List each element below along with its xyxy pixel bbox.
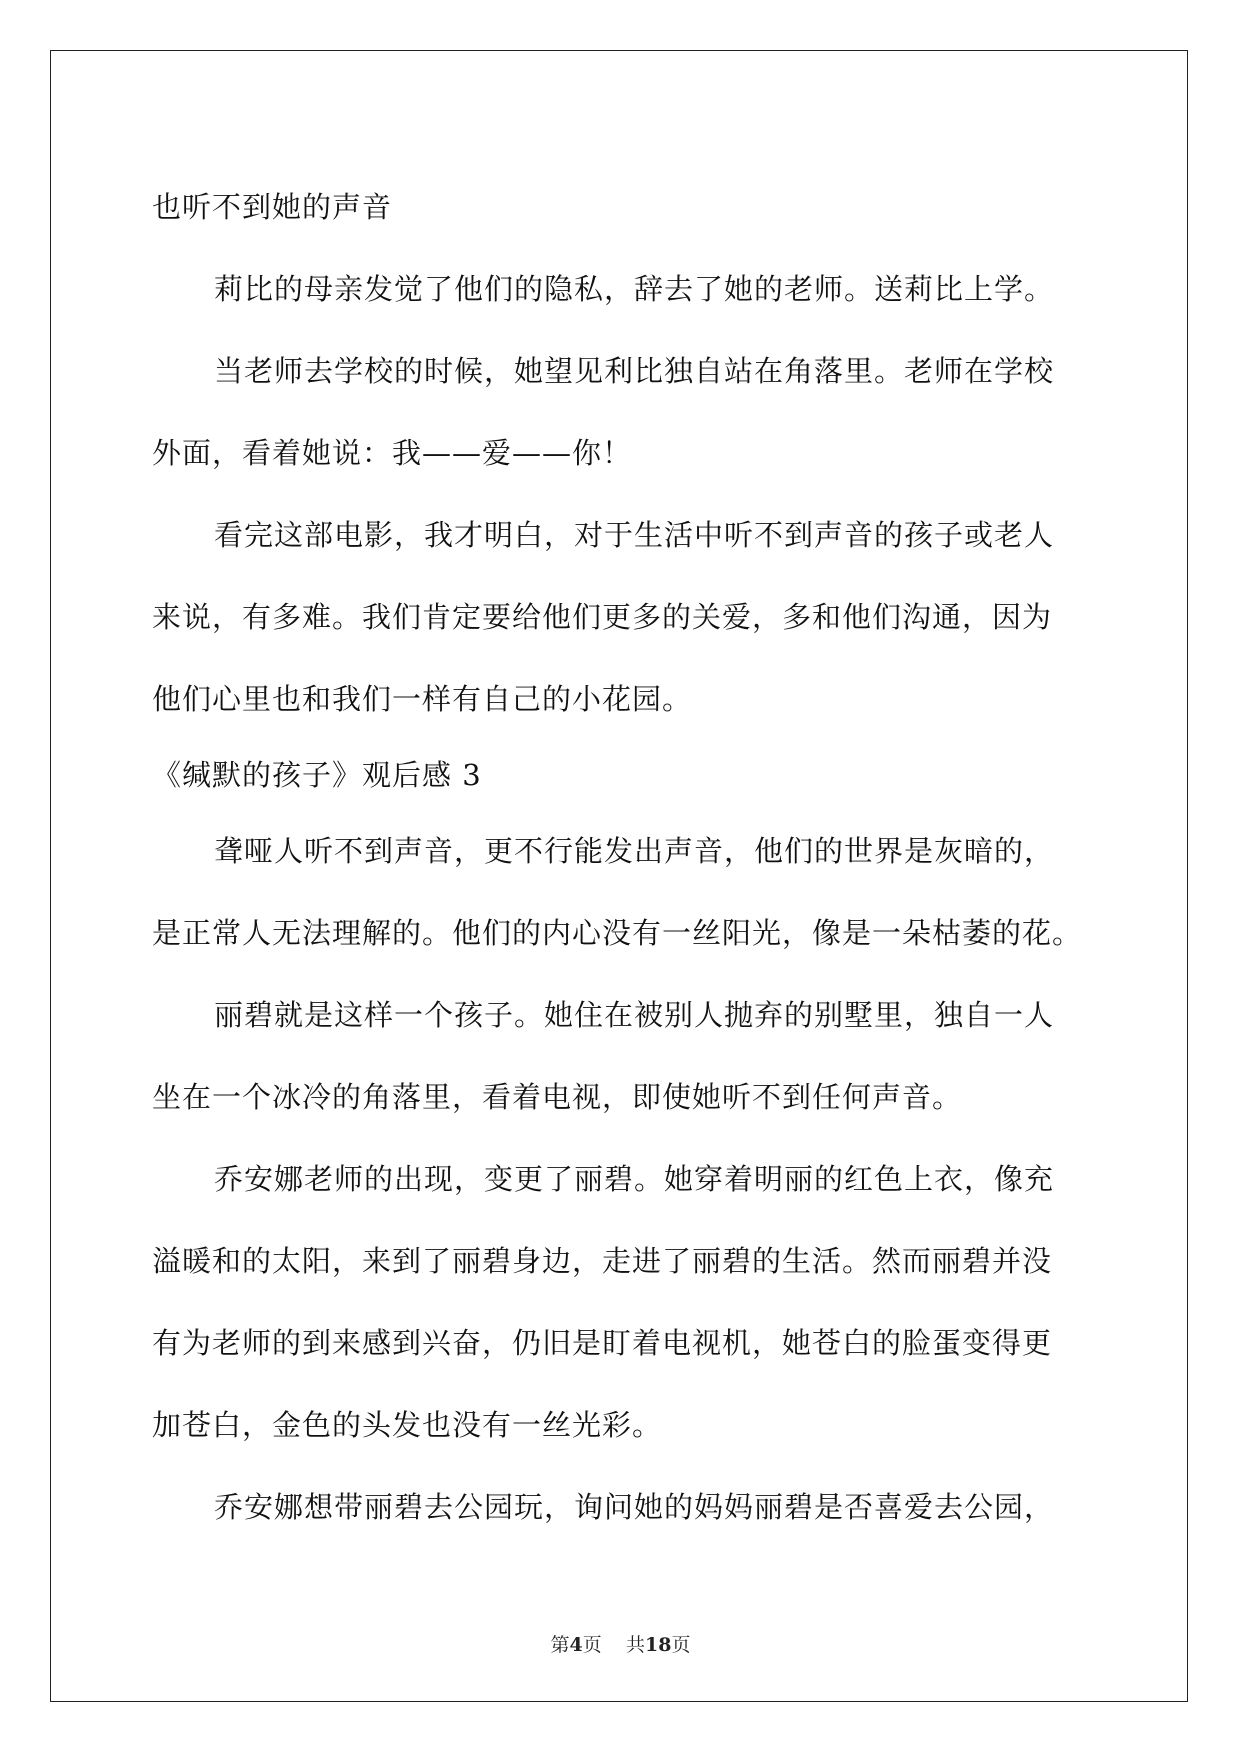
text-line: 外面，看着她说：我——爱——你！ <box>152 436 633 470</box>
text-line: 来说，有多难。我们肯定要给他们更多的关爱，多和他们沟通，因为 <box>152 600 1053 634</box>
paragraph-line: 看完这部电影，我才明白，对于生活中听不到声音的孩子或老人 <box>214 518 1055 552</box>
text-line: 也听不到她的声音 <box>152 190 393 224</box>
total-prefix: 共 <box>625 1634 645 1656</box>
paragraph-line: 乔安娜老师的出现，变更了丽碧。她穿着明丽的红色上衣，像充 <box>214 1162 1055 1196</box>
document-body <box>152 166 1112 1548</box>
paragraph-line: 聋哑人听不到声音，更不行能发出声音，他们的世界是灰暗的， <box>214 834 1055 868</box>
text-line: 他们心里也和我们一样有自己的小花园。 <box>152 682 693 716</box>
page-suffix: 页 <box>582 1634 602 1656</box>
text-line: 加苍白，金色的头发也没有一丝光彩。 <box>152 1408 663 1442</box>
paragraph-line: 乔安娜想带丽碧去公园玩，询问她的妈妈丽碧是否喜爱去公园， <box>214 1490 1055 1524</box>
page-prefix: 第 <box>550 1634 570 1656</box>
paragraph-line: 莉比的母亲发觉了他们的隐私，辞去了她的老师。送莉比上学。 <box>214 272 1055 306</box>
text-line: 是正常人无法理解的。他们的内心没有一丝阳光，像是一朵枯萎的花。 <box>152 916 1083 950</box>
page-number: 4 <box>569 1634 583 1656</box>
text-line: 坐在一个冰冷的角落里，看着电视，即使她听不到任何声音。 <box>152 1080 963 1114</box>
text-line: 溢暖和的太阳，来到了丽碧身边，走进了丽碧的生活。然而丽碧并没 <box>152 1244 1053 1278</box>
total-pages: 18 <box>644 1634 672 1656</box>
paragraph-line: 丽碧就是这样一个孩子。她住在被别人抛弃的别墅里，独自一人 <box>214 998 1055 1032</box>
section-heading: 《缄默的孩子》观后感 3 <box>152 758 482 792</box>
paragraph-line: 当老师去学校的时候，她望见利比独自站在角落里。老师在学校 <box>214 354 1055 388</box>
page-footer <box>0 1630 1241 1657</box>
text-line: 有为老师的到来感到兴奋，仍旧是盯着电视机，她苍白的脸蛋变得更 <box>152 1326 1053 1360</box>
total-suffix: 页 <box>671 1634 691 1656</box>
